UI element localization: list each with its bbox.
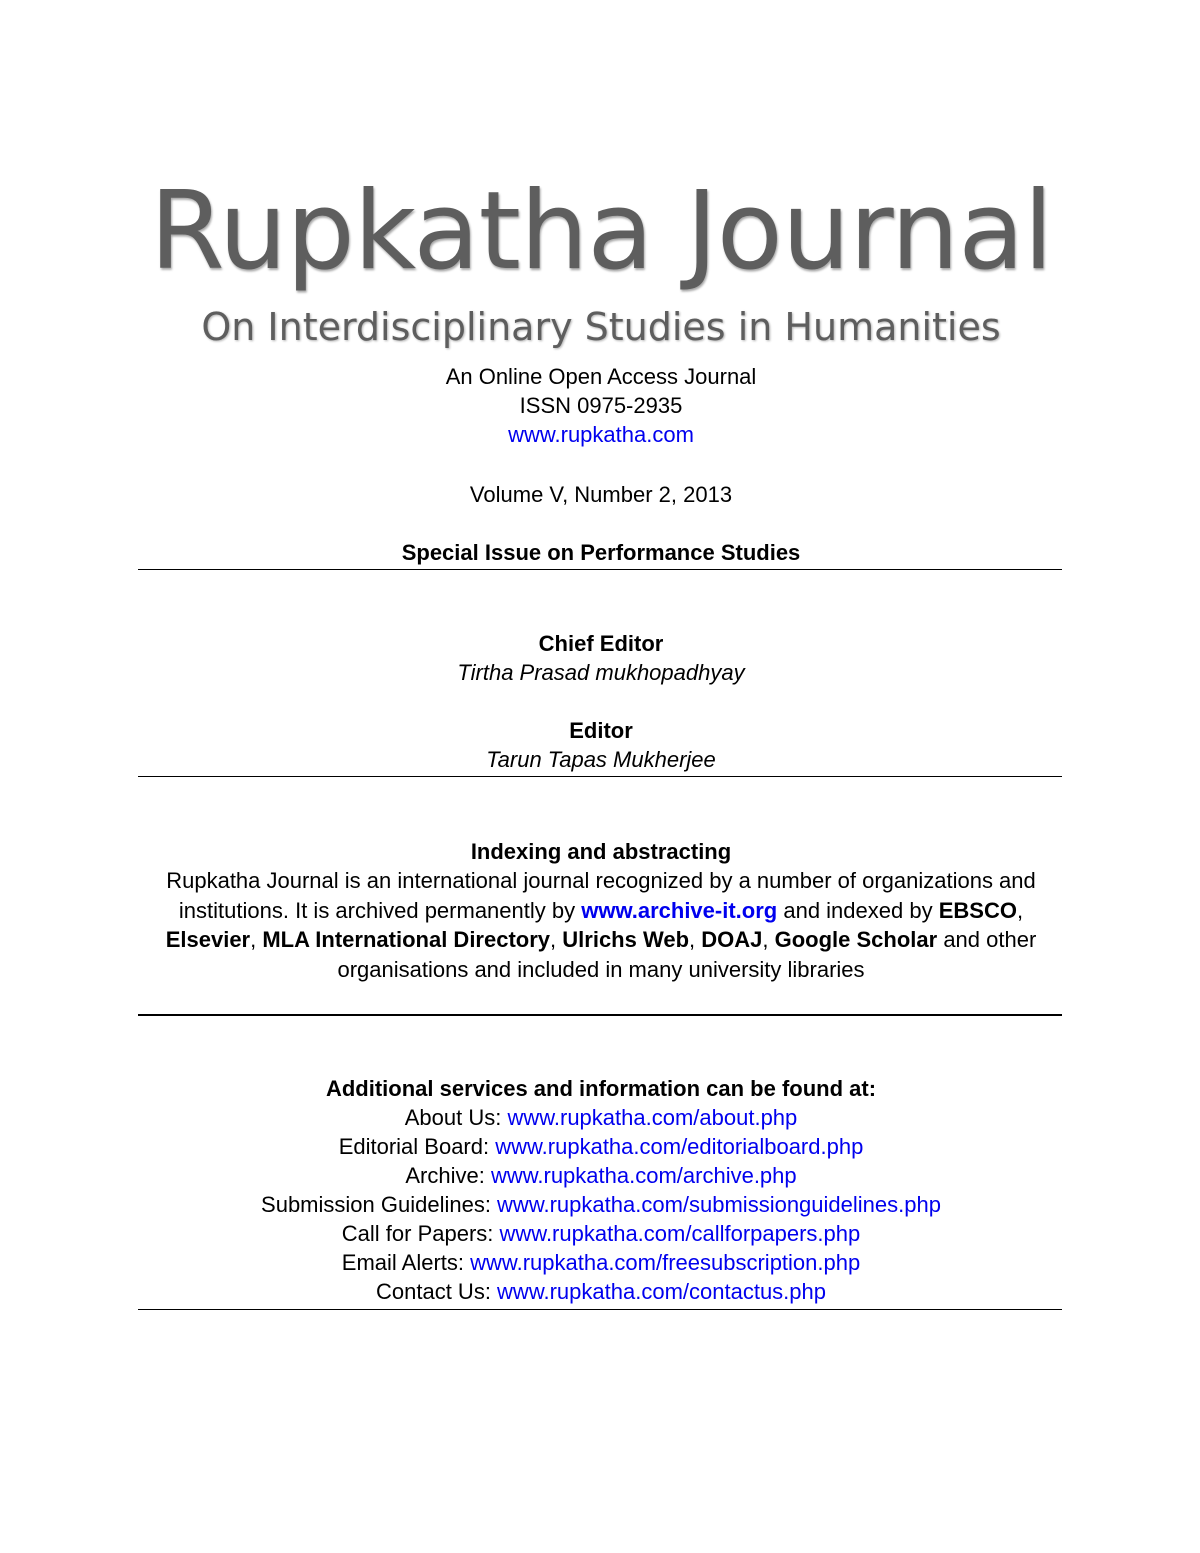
journal-issn: ISSN 0975-2935: [519, 393, 683, 418]
separator: ,: [689, 927, 702, 952]
indexer-mla: MLA International Directory: [262, 927, 551, 952]
indexing-paragraph: [140, 866, 1062, 984]
service-label: Contact Us:: [376, 1279, 498, 1304]
service-row: [140, 1219, 1062, 1248]
service-label: About Us:: [404, 1105, 508, 1130]
service-label: Submission Guidelines:: [261, 1192, 498, 1217]
indexing-heading: Indexing and abstracting: [470, 839, 732, 864]
indexer-doaj: DOAJ: [701, 927, 763, 952]
indexing-text: and other organisations and included in many university libraries: [337, 927, 1037, 982]
indexing-text: and indexed by: [777, 897, 939, 923]
service-row: [140, 1161, 1062, 1190]
service-row: [140, 1277, 1062, 1306]
journal-logo-subtitle: On Interdisciplinary Studies in Humanities: [201, 305, 1001, 349]
services-list: [140, 1103, 1062, 1306]
journal-info: [140, 362, 1062, 449]
journal-tagline: An Online Open Access Journal: [445, 364, 757, 389]
service-link[interactable]: www.rupkatha.com/archive.php: [490, 1163, 797, 1188]
service-link[interactable]: www.rupkatha.com/contactus.php: [497, 1279, 826, 1304]
service-label: Editorial Board:: [338, 1134, 496, 1159]
separator: ,: [762, 927, 775, 952]
divider-4: [138, 1309, 1062, 1310]
chief-editor-section: [140, 629, 1062, 687]
divider-2: [138, 776, 1062, 777]
chief-editor-name: Tirtha Prasad mukhopadhyay: [457, 660, 745, 685]
service-row: [140, 1248, 1062, 1277]
separator: ,: [1016, 897, 1024, 923]
service-row: [140, 1132, 1062, 1161]
service-link[interactable]: www.rupkatha.com/freesubscription.php: [470, 1250, 861, 1275]
separator: ,: [550, 927, 563, 952]
service-label: Email Alerts:: [341, 1250, 471, 1275]
service-link[interactable]: www.rupkatha.com/about.php: [507, 1105, 798, 1130]
services-section: [140, 1074, 1062, 1306]
website-link[interactable]: www.rupkatha.com: [508, 422, 694, 447]
editor-name: Tarun Tapas Mukherjee: [486, 747, 716, 772]
divider-3: [138, 1014, 1062, 1016]
service-label: Call for Papers:: [341, 1221, 500, 1246]
separator: ,: [250, 927, 263, 952]
chief-editor-label: Chief Editor: [538, 631, 664, 656]
indexing-section: [140, 837, 1062, 984]
service-link[interactable]: www.rupkatha.com/callforpapers.php: [499, 1221, 861, 1246]
indexer-ebsco: EBSCO: [938, 897, 1017, 923]
service-row: [140, 1190, 1062, 1219]
editor-section: [140, 716, 1062, 774]
service-link[interactable]: www.rupkatha.com/submissionguidelines.php: [497, 1192, 941, 1217]
editor-label: Editor: [569, 718, 633, 743]
special-issue-title: Special Issue on Performance Studies: [401, 540, 801, 565]
archive-it-link[interactable]: www.archive-it.org: [581, 897, 778, 923]
divider-1: [138, 569, 1062, 570]
volume-info: Volume V, Number 2, 2013: [469, 482, 733, 507]
indexer-elsevier: Elsevier: [165, 927, 251, 952]
service-link[interactable]: www.rupkatha.com/editorialboard.php: [495, 1134, 864, 1159]
journal-logo-title: Rupkatha Journal: [149, 169, 1053, 294]
services-heading: Additional services and information can be found at:: [325, 1076, 877, 1101]
indexer-google-scholar: Google Scholar: [774, 927, 938, 952]
service-label: Archive:: [405, 1163, 491, 1188]
service-row: [140, 1103, 1062, 1132]
indexing-text: Rupkatha Journal is an international journal recognized by a number of organizations and institutions. It is archived permanently by: [166, 868, 1036, 923]
indexer-ulrichs: Ulrichs Web: [562, 927, 690, 952]
